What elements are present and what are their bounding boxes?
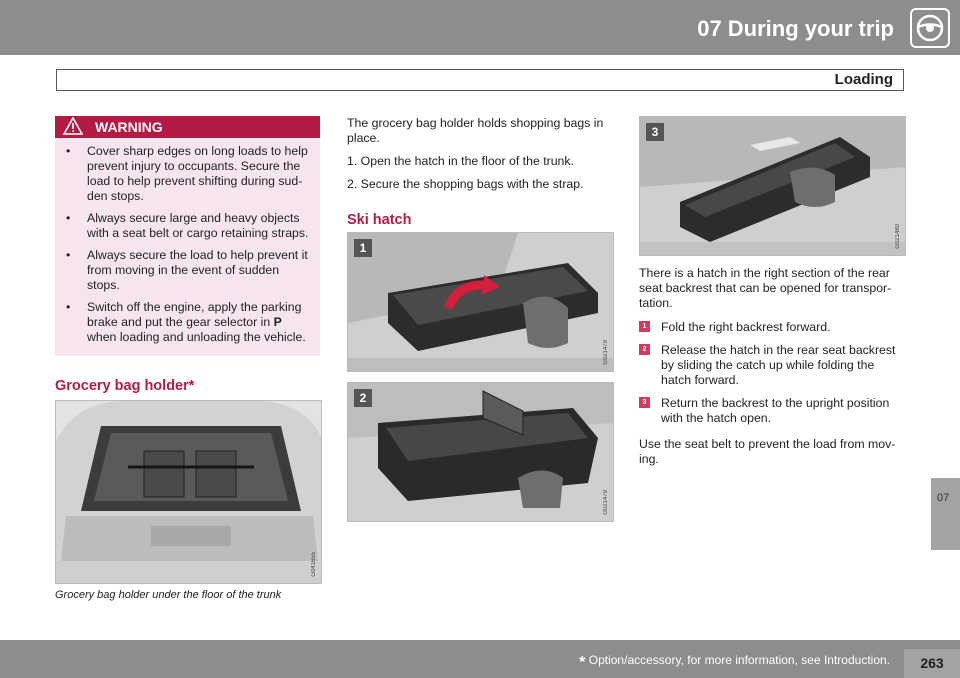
ski-step <box>639 320 906 335</box>
ski-step <box>639 343 906 388</box>
section-title: Loading <box>834 71 893 88</box>
chapter-side-tab <box>931 478 960 550</box>
grocery-step: 1. Open the hatch in the floor of the trunk. <box>347 154 574 168</box>
grocery-steps <box>347 154 612 200</box>
ski-hatch-photo-2 <box>347 382 614 522</box>
chapter-title: 07 During your trip <box>697 16 894 41</box>
warning-triangle-icon <box>63 117 83 138</box>
ski-step-text: Fold the right backrest forward. <box>661 320 831 334</box>
warning-box <box>55 116 320 356</box>
warning-list <box>55 138 320 345</box>
footnote <box>579 653 890 672</box>
grocery-bag-photo <box>55 400 322 584</box>
grocery-intro: The grocery bag holder holds shopping bags in place. <box>347 116 604 145</box>
ski-step-text: Release the hatch in the rear seat backrest by sliding the catch up while folding the hatch forward. <box>661 343 896 387</box>
page-number: 263 <box>904 649 960 678</box>
warning-header <box>55 116 320 138</box>
ski-step-text: Return the backrest to the upright position with the hatch open. <box>661 396 890 425</box>
ski-intro: There is a hatch in the right section of the rear seat backrest that can be opened for transpor-tation. <box>639 266 892 310</box>
footnote-text: Option/accessory, for more information, see Introduction. <box>588 653 890 667</box>
warning-item-text-end: when loading and unloading the vehicle. <box>87 330 306 344</box>
ski-hatch-photo-1 <box>347 232 614 372</box>
ski-heading: Ski hatch <box>347 212 412 228</box>
grocery-heading: Grocery bag holder* <box>55 378 195 394</box>
warning-item: • Cover sharp edges on long loads to help prevent injury to occupants. Secure the load to help prevent shifting during sud-den stops. <box>63 144 312 204</box>
grocery-caption: Grocery bag holder under the floor of the trunk <box>55 589 282 601</box>
warning-item: • Always secure the load to help prevent it from moving in the event of sudden stops. <box>63 248 312 293</box>
ski-hatch-photo-3 <box>639 116 906 256</box>
footnote-asterisk: * <box>579 654 586 671</box>
image-code: G021479 <box>603 490 609 515</box>
warning-item-text: Switch off the engine, apply the parking brake and put the gear selector in <box>87 300 302 329</box>
warning-item <box>63 300 312 345</box>
page-footer <box>0 640 960 678</box>
step-number-badge: 2 <box>639 344 650 355</box>
warning-title: WARNING <box>95 119 163 135</box>
gear-selector-p: P <box>273 315 282 329</box>
ski-step <box>639 396 906 426</box>
chapter-tab-label: 07 <box>937 492 950 504</box>
step-badge-3: 3 <box>646 123 664 141</box>
image-code: G041655 <box>311 552 317 577</box>
section-bar <box>56 69 904 91</box>
warning-item: • Always secure large and heavy objects with a seat belt or cargo retaining straps. <box>63 211 312 241</box>
step-badge-2: 2 <box>354 389 372 407</box>
image-code: G021478 <box>603 340 609 365</box>
ski-outro: Use the seat belt to prevent the load from mov-ing. <box>639 437 896 466</box>
step-number-badge: 1 <box>639 321 650 332</box>
page-header <box>0 0 960 55</box>
image-code: G021480 <box>895 224 901 249</box>
step-badge-1: 1 <box>354 239 372 257</box>
ski-steps <box>639 320 906 434</box>
grocery-step: 2. Secure the shopping bags with the strap. <box>347 177 584 191</box>
steering-wheel-icon <box>910 8 950 48</box>
step-number-badge: 3 <box>639 397 650 408</box>
